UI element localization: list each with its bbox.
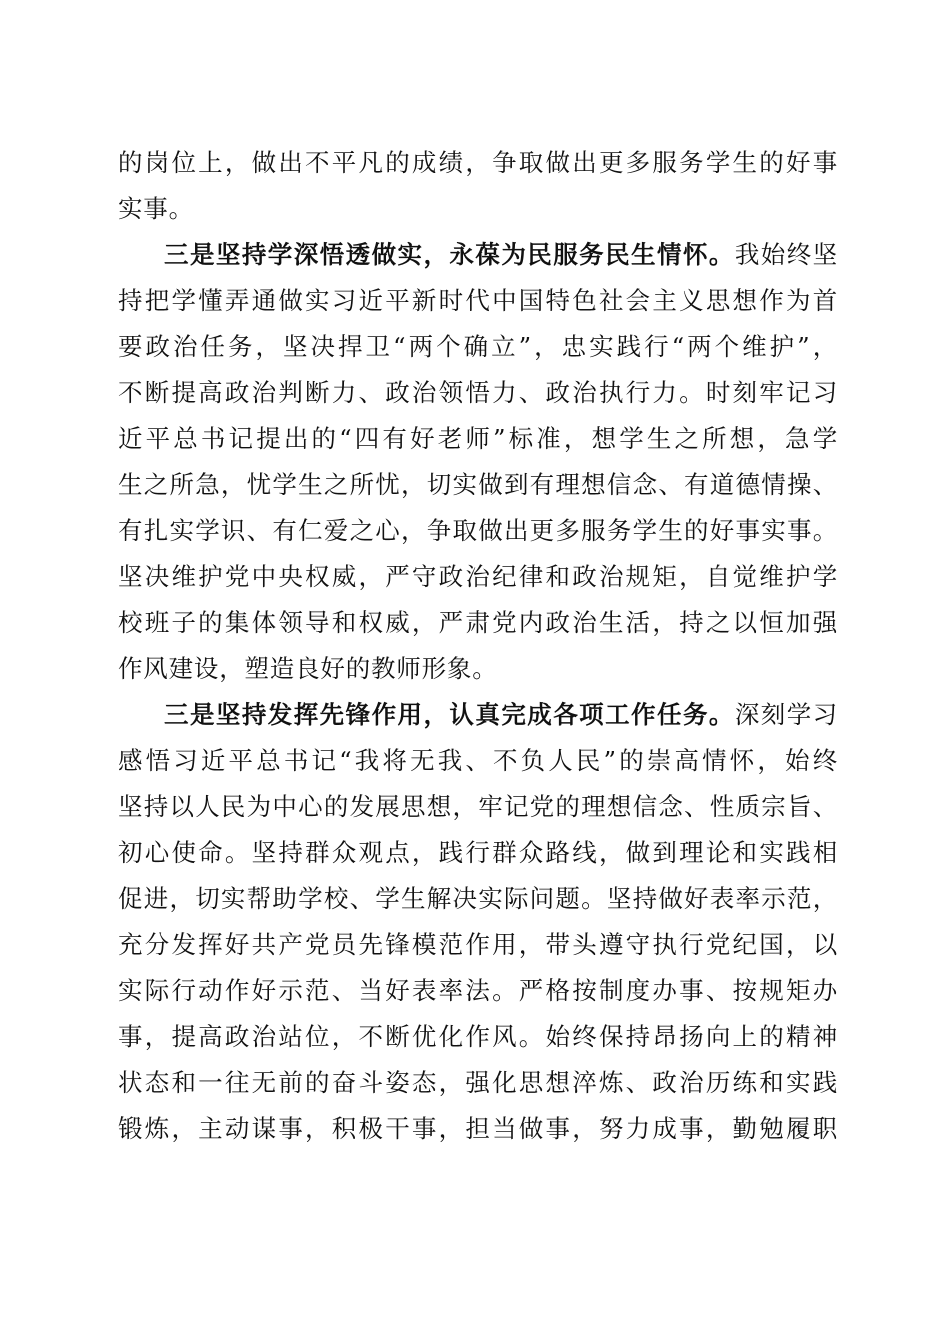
paragraph-2-line-9: 校班子的集体领导和权威，严肃党内政治生活，持之以恒加强 — [118, 608, 838, 637]
paragraph-2-line-5: 近平总书记提出的“四有好老师”标准，想学生之所想，急学 — [118, 424, 838, 453]
paragraph-2-line-1-rest: 我始终坚 — [734, 240, 838, 269]
paragraph-2-line-1 — [118, 232, 838, 278]
paragraph-2-heading: 三是坚持学深悟透做实，永葆为民服务民生情怀。 — [164, 240, 735, 269]
paragraph-3-line-10: 锻炼，主动谋事，积极干事，担当做事，努力成事，勤勉履职 — [118, 1114, 838, 1143]
paragraph-2-line-10: 作风建设，塑造良好的教师形象。 — [118, 654, 498, 683]
paragraph-3-line-8: 事，提高政治站位，不断优化作风。始终保持昂扬向上的精神 — [118, 1022, 838, 1051]
paragraph-1-line-1: 的岗位上，做出不平凡的成绩，争取做出更多服务学生的好事 — [118, 148, 838, 177]
paragraph-3-line-5: 促进，切实帮助学校、学生解决实际问题。坚持做好表率示范， — [118, 884, 838, 913]
paragraph-3-line-9: 状态和一往无前的奋斗姿态，强化思想淬炼、政治历练和实践 — [118, 1068, 838, 1097]
paragraph-2-line-7: 有扎实学识、有仁爱之心，争取做出更多服务学生的好事实事。 — [118, 516, 838, 545]
paragraph-3-heading: 三是坚持发挥先锋作用，认真完成各项工作任务。 — [164, 700, 735, 729]
paragraph-3-line-6: 充分发挥好共产党员先锋模范作用，带头遵守执行党纪国，以 — [118, 930, 838, 959]
paragraph-2-line-2: 持把学懂弄通做实习近平新时代中国特色社会主义思想作为首 — [118, 286, 838, 315]
paragraph-1-line-2: 实事。 — [118, 194, 194, 223]
paragraph-3-line-7: 实际行动作好示范、当好表率法。严格按制度办事、按规矩办 — [118, 976, 838, 1005]
paragraph-3-line-1 — [118, 692, 838, 738]
paragraph-2-line-4: 不断提高政治判断力、政治领悟力、政治执行力。时刻牢记习 — [118, 378, 838, 407]
paragraph-3-line-4: 初心使命。坚持群众观点，践行群众路线，做到理论和实践相 — [118, 838, 838, 867]
paragraph-2-line-3: 要政治任务，坚决捍卫“两个确立”，忠实践行“两个维护”， — [118, 332, 838, 361]
paragraph-2-line-8: 坚决维护党中央权威，严守政治纪律和政治规矩，自觉维护学 — [118, 562, 838, 591]
document-body — [118, 140, 838, 1152]
paragraph-3-line-2: 感悟习近平总书记“我将无我、不负人民”的崇高情怀，始终 — [118, 746, 838, 775]
paragraph-3-line-1-rest: 深刻学习 — [734, 700, 838, 729]
paragraph-3-line-3: 坚持以人民为中心的发展思想，牢记党的理想信念、性质宗旨、 — [118, 792, 838, 821]
paragraph-2-line-6: 生之所急，忧学生之所忧，切实做到有理想信念、有道德情操、 — [118, 470, 838, 499]
